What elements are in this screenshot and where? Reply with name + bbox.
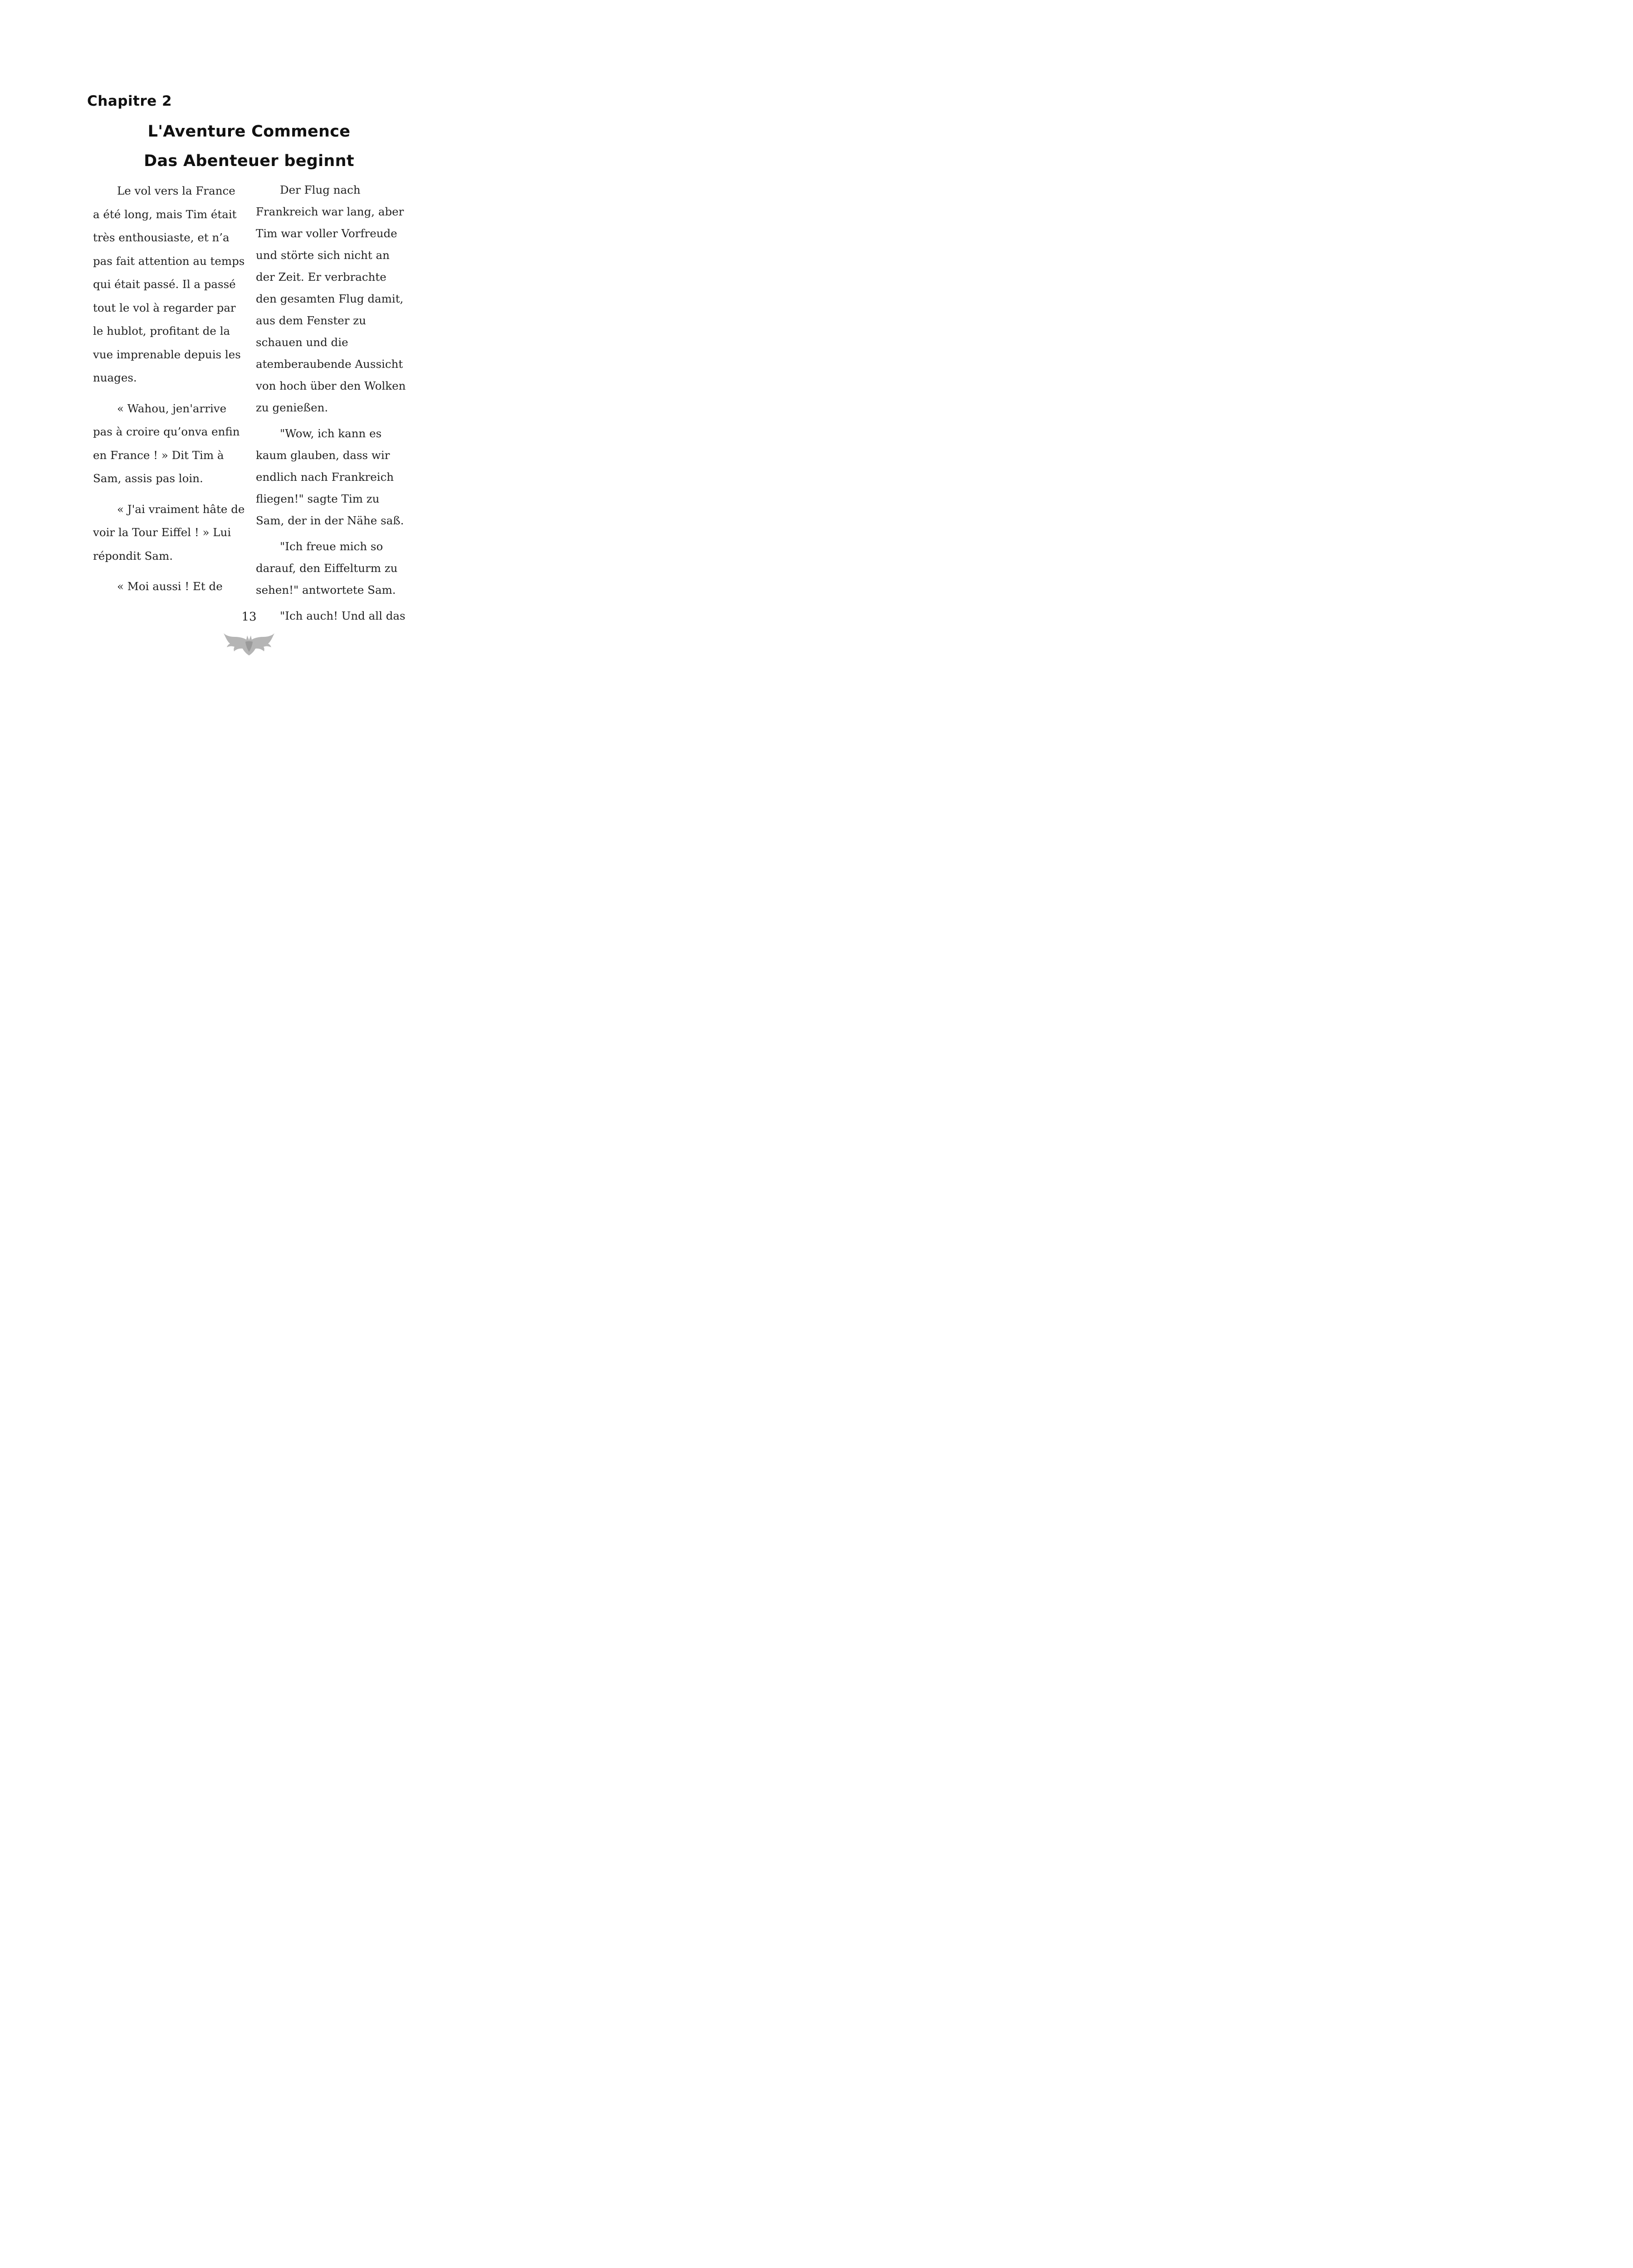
chapter-title-french: L'Aventure Commence: [147, 122, 351, 141]
french-column: [93, 179, 245, 606]
french-paragraph: « J'ai vraiment hâte de voir la Tour Eiffel ! » Lui répondit Sam.: [93, 502, 245, 562]
german-paragraph: Der Flug nach Frankreich war lang, aber Tim war voller Vorfreude und störte sich nicht an der Zeit. Er verbrachte den gesamten Flug damit, aus dem Fenster zu schauen und die atemberaubende Aussicht von hoch über den Wolken zu genießen.: [256, 183, 406, 414]
bat-icon: [224, 632, 274, 655]
german-paragraph: "Wow, ich kann es kaum glauben, dass wir endlich nach Frankreich fliegen!" sagte Tim zu Sam, der in der Nähe saß.: [256, 427, 404, 527]
book-page: [0, 0, 476, 714]
german-column: [256, 179, 408, 631]
page-number: 13: [241, 610, 257, 624]
french-paragraph: Le vol vers la France a été long, mais Tim était très enthousiaste, et n’a pas fait attention au temps qui était passé. Il a passé tout le vol à regarder par le hublot, profitant de la vue imprenable depuis les nuages.: [93, 184, 245, 384]
german-paragraph: "Ich freue mich so darauf, den Eiffelturm zu sehen!" antwortete Sam.: [256, 540, 398, 596]
german-paragraph: "Ich auch! Und all das: [280, 609, 406, 622]
french-paragraph: « Wahou, jen'arrive pas à croire qu’onva enfin en France ! » Dit Tim à Sam, assis pas loin.: [93, 401, 240, 485]
chapter-title-german: Das Abenteuer beginnt: [144, 152, 354, 170]
french-paragraph: « Moi aussi ! Et de: [117, 580, 223, 593]
chapter-label: Chapitre 2: [87, 93, 172, 109]
